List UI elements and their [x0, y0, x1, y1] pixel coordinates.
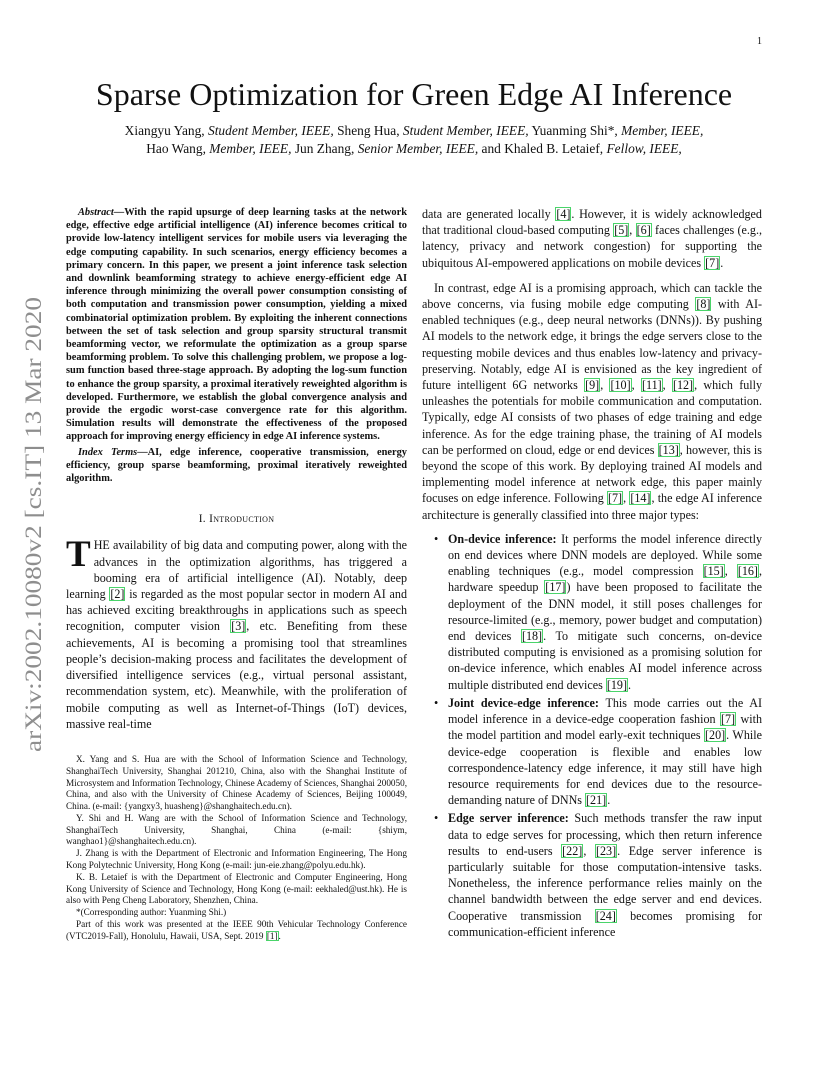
body-text: , — [662, 378, 672, 393]
body-paragraph — [422, 280, 762, 523]
author-name: Jun Zhang, — [294, 141, 355, 156]
citation-link[interactable]: [22] — [562, 843, 583, 858]
list-item-label: Edge server inference: — [448, 811, 569, 826]
bullet-marker: • — [434, 695, 439, 710]
body-text: , — [600, 378, 610, 393]
section-heading — [66, 511, 407, 527]
citation-link[interactable]: [8] — [696, 297, 711, 312]
footnote-affiliation: Y. Shi and H. Wang are with the School of Information Science and Technology, ShanghaiTech University, Shanghai, China (e-mail: {shiym, wanghao1}@shanghaitech.edu.cn). — [66, 812, 407, 847]
list-item — [422, 695, 762, 808]
author-list — [80, 122, 748, 158]
citation-link[interactable]: [12] — [672, 378, 694, 393]
footnote-affiliation: X. Yang and S. Hua are with the School of Information Science and Technology, ShanghaiTech University, Shanghai 201210, China, also with the Shanghai Institute of Microsystem and Information Technology, Chinese Academy of Sciences, Shanghai 200050, China, and also with the University of Chinese Academy of Sciences, Beijing 100049, China. (e-mail: {yangxy3, huasheng}@shanghaitech.edu.cn). — [66, 753, 408, 812]
body-text: . Edge server inference is particularly suitable for those computation-intensive tasks. Nonetheless, the inference performance relies mainly on the channel bandwidth between the edge server and end devices. Cooperative transmission — [448, 843, 763, 923]
author-role: Fellow, IEEE, — [606, 141, 682, 156]
body-text: becomes promising for communication-efficient inference — [448, 908, 762, 939]
abstract-text: —With the rapid upsurge of deep learning tasks at the network edge, effective edge artificial intelligence (AI) inference becomes critical to provide low-latency intelligent services for mobile users via leveraging the edge computing capability. In such scenarios, energy efficiency becomes a primary concern. In this paper, we present a joint inference task selection and downlink beamforming strategy to achieve energy-efficient edge AI inference through minimizing the overall power consumption consisting of both computation and transmission power consumption, yielding a mixed combinatorial optimization problem. By exploiting the inherent connections between the set of task selection and group sparsity structural transmit beamforming vector, we reformulate the optimization as a group sparse beamforming problem. To solve this challenging problem, we propose a log-sum function based three-stage approach. By adopting the log-sum function to enhance the group sparsity, a proximal iteratively reweighted algorithm is developed. Furthermore, we establish the global convergence analysis and provide the ergodic worst-case convergence rate for this algorithm. Simulation results will demonstrate the effectiveness of the proposed approach for improving energy efficiency in edge AI inference systems. — [66, 207, 407, 443]
drop-cap: T — [66, 534, 91, 576]
citation-link[interactable]: [10] — [610, 378, 631, 393]
body-text: ) have been proposed to facilitate the deployment of the DNN model, it still poses challenges for resource-limited (e.g., memory, power budget and computation) end devices — [448, 580, 762, 644]
bullet-marker: • — [434, 531, 439, 546]
section-title: Introduction — [209, 513, 275, 526]
intro-first-word: HE — [93, 538, 110, 553]
body-text: , — [623, 491, 630, 506]
body-text: In contrast, edge AI is a promising approach, which can tackle the above concerns, via fusing mobile edge computing — [422, 280, 762, 312]
intro-text: is regarded as the most popular sector in modern AI and has achieved exciting breakthroughs in applications such as speech recognition, computer vision — [66, 587, 407, 634]
citation-link[interactable]: [4] — [556, 207, 571, 221]
body-paragraph — [422, 206, 762, 271]
list-item — [422, 810, 762, 940]
citation-link[interactable]: [18] — [521, 629, 543, 644]
citation-link[interactable]: [5] — [614, 223, 629, 238]
citation-link[interactable]: [11] — [641, 378, 662, 393]
body-text: Such methods transfer the raw input data to edge serves for processing, which then return inference results to end-users — [448, 811, 762, 858]
intro-text: availability of big data and computing power, along with the advances in the optimization algorithms, has triggered a booming era of artificial intelligence (AI). Notably, deep learning — [66, 538, 407, 602]
intro-text: , etc. Benefiting from these achievements, AI is becoming a promising tool that streamlines people’s decision-making process and facilitates the development of diversified intelligence services (e.g., virtual personal assistant, recommendation system, etc). Meanwhile, with the proliferation of mobile computing as well as Internet-of-Things (IoT) devices, massive real-time — [66, 619, 407, 731]
author-name: and Khaled B. Letaief, — [481, 141, 604, 156]
citation-link[interactable]: [7] — [607, 491, 623, 506]
body-text: , however, this is beyond the scope of this work. By deploying trained AI models and implementing model inference at network edge, this paper mainly focuses on edge inference. Following — [422, 442, 763, 506]
body-text: , — [631, 378, 641, 393]
author-role: Member, IEEE, — [621, 123, 704, 138]
citation-link[interactable]: [23] — [595, 843, 617, 858]
footnote-presented-text: Part of this work was presented at the IEEE 90th Vehicular Technology Conference (VTC2019-Fall), Honolulu, Hawaii, USA, Sept. 2019 — [66, 919, 407, 941]
body-text: , hardware speedup — [448, 564, 762, 595]
body-text: with the model partition and model early-exit techniques — [448, 712, 762, 743]
abstract-label: Abstract — [78, 207, 114, 218]
body-text: . — [720, 255, 724, 270]
author-name: Hao Wang, — [146, 141, 206, 156]
citation-link[interactable]: [9] — [585, 378, 600, 393]
citation-link[interactable]: [7] — [705, 255, 720, 270]
abstract — [66, 206, 407, 444]
body-text: , which fully unleashes the potentials for mobile communication and computation. Typically, edge AI consists of two phases of edge training and edge inference. As for the edge training phase, the training of AI models can be performed on cloud, edge or end devices — [422, 378, 763, 457]
paper-title: Sparse Optimization for Green Edge AI Inference — [95, 76, 733, 112]
body-text: , — [629, 223, 636, 238]
right-column — [422, 206, 762, 942]
introduction-paragraph — [66, 534, 407, 731]
footnote-affiliation: K. B. Letaief is with the Department of Electronic and Computer Engineering, Hong Kong University of Science and Technology, Hong Kong (e-mail: eekhaled@ust.hk). He is also with Peng Cheng Laboratory, Shenzhen, China. — [66, 871, 407, 906]
body-text: This mode carries out the AI model inference in a device-edge cooperation fashion — [448, 695, 763, 727]
body-text: It performs the model inference directly on end devices where DNN models are deployed. While some enabling techniques (e.g., model compression — [448, 531, 762, 579]
body-text: , — [583, 843, 595, 858]
body-text: . However, it is widely acknowledged that traditional cloud-based computing — [422, 207, 762, 238]
citation-link[interactable]: [19] — [606, 677, 628, 692]
author-name: Sheng Hua, — [337, 123, 400, 138]
arxiv-side-identifier-text: arXiv:2002.10080v2 [cs.IT] 13 Mar 2020 — [21, 368, 46, 752]
body-text: . While device-edge cooperation is flexible and enables low correspondence-latency edge inference, it may still have high resource requirements for end devices due to the resource-demanding nature of DNNs — [448, 728, 762, 808]
body-text: , — [724, 564, 737, 579]
list-item — [422, 531, 762, 693]
body-text: with AI-enabled techniques (e.g., deep neural networks (DNNs)). By pushing AI models to the network edge, it brings the edge servers close to the requesting mobile devices and thus enables low-latency and privacy-preserving. Notably, edge AI is envisioned as the key ingredient of future intelligent 6G networks — [422, 297, 762, 393]
author-role: Senior Member, IEEE, — [357, 141, 479, 156]
inference-types-list — [422, 531, 762, 940]
footnote-presented — [66, 919, 407, 943]
index-terms-text: —AI, edge inference, cooperative transmission, energy efficiency, group sparse beamforming, proximal iteratively reweighted algorithm. — [66, 446, 407, 485]
body-text: . — [607, 793, 611, 808]
body-text: . To mitigate such concerns, on-device distributed computing is envisioned as a promising solution for on-device inference, which enables AI model inference across multiple distributed end devices — [448, 629, 762, 692]
footnote-presented-end: . — [278, 930, 281, 941]
page-number: 1 — [757, 36, 762, 47]
citation-link[interactable]: [13] — [658, 442, 679, 457]
citation-link[interactable]: [24] — [595, 908, 616, 923]
citation-link[interactable]: [16] — [737, 564, 758, 579]
citation-link[interactable]: [2] — [110, 587, 125, 602]
citation-link[interactable]: [17] — [545, 580, 566, 595]
citation-link[interactable]: [6] — [636, 223, 651, 238]
footnote-affiliation: J. Zhang is with the Department of Electronic and Information Engineering, The Hong Kong Polytechnic University, Hong Kong (e-mail: jun-eie.zhang@polyu.edu.hk). — [66, 848, 407, 871]
author-line-2 — [80, 140, 748, 158]
body-text: , the edge AI inference architecture is generally classified into three major types: — [422, 491, 763, 522]
citation-link[interactable]: [3] — [231, 619, 246, 634]
citation-link[interactable]: [20] — [705, 728, 726, 743]
body-text: data are generated locally — [422, 207, 556, 221]
footnotes — [66, 754, 407, 943]
list-item-label: On-device inference: — [448, 531, 557, 546]
section-number: I. — [198, 513, 206, 526]
footnote-corresponding: *(Corresponding author: Yuanming Shi.) — [76, 907, 227, 918]
bullet-marker: • — [434, 811, 439, 826]
author-name: Yuanming Shi*, — [531, 123, 618, 138]
author-name: Xiangyu Yang, — [124, 123, 205, 138]
author-role: Student Member, IEEE, — [208, 123, 334, 138]
body-text: faces challenges (e.g., latency, privacy and network congestion) for supporting the ubiquitous AI-empowered applications on mobile devices — [422, 223, 763, 270]
author-role: Student Member, IEEE, — [402, 123, 529, 138]
citation-link[interactable]: [14] — [630, 491, 651, 506]
arxiv-side-identifier — [8, 294, 54, 754]
author-role: Member, IEEE, — [209, 141, 292, 156]
left-column — [66, 206, 407, 943]
list-item-label: Joint device-edge inference: — [448, 695, 599, 710]
arxiv-side-identifier-graphic — [8, 294, 54, 754]
citation-link[interactable]: [1] — [266, 930, 278, 941]
citation-link[interactable]: [21] — [586, 793, 607, 808]
author-line-1 — [80, 122, 748, 140]
index-terms — [66, 446, 407, 486]
citation-link[interactable]: [15] — [703, 564, 724, 579]
body-text: . — [628, 677, 632, 692]
index-terms-label: Index Terms — [78, 446, 138, 458]
citation-link[interactable]: [7] — [720, 712, 736, 727]
